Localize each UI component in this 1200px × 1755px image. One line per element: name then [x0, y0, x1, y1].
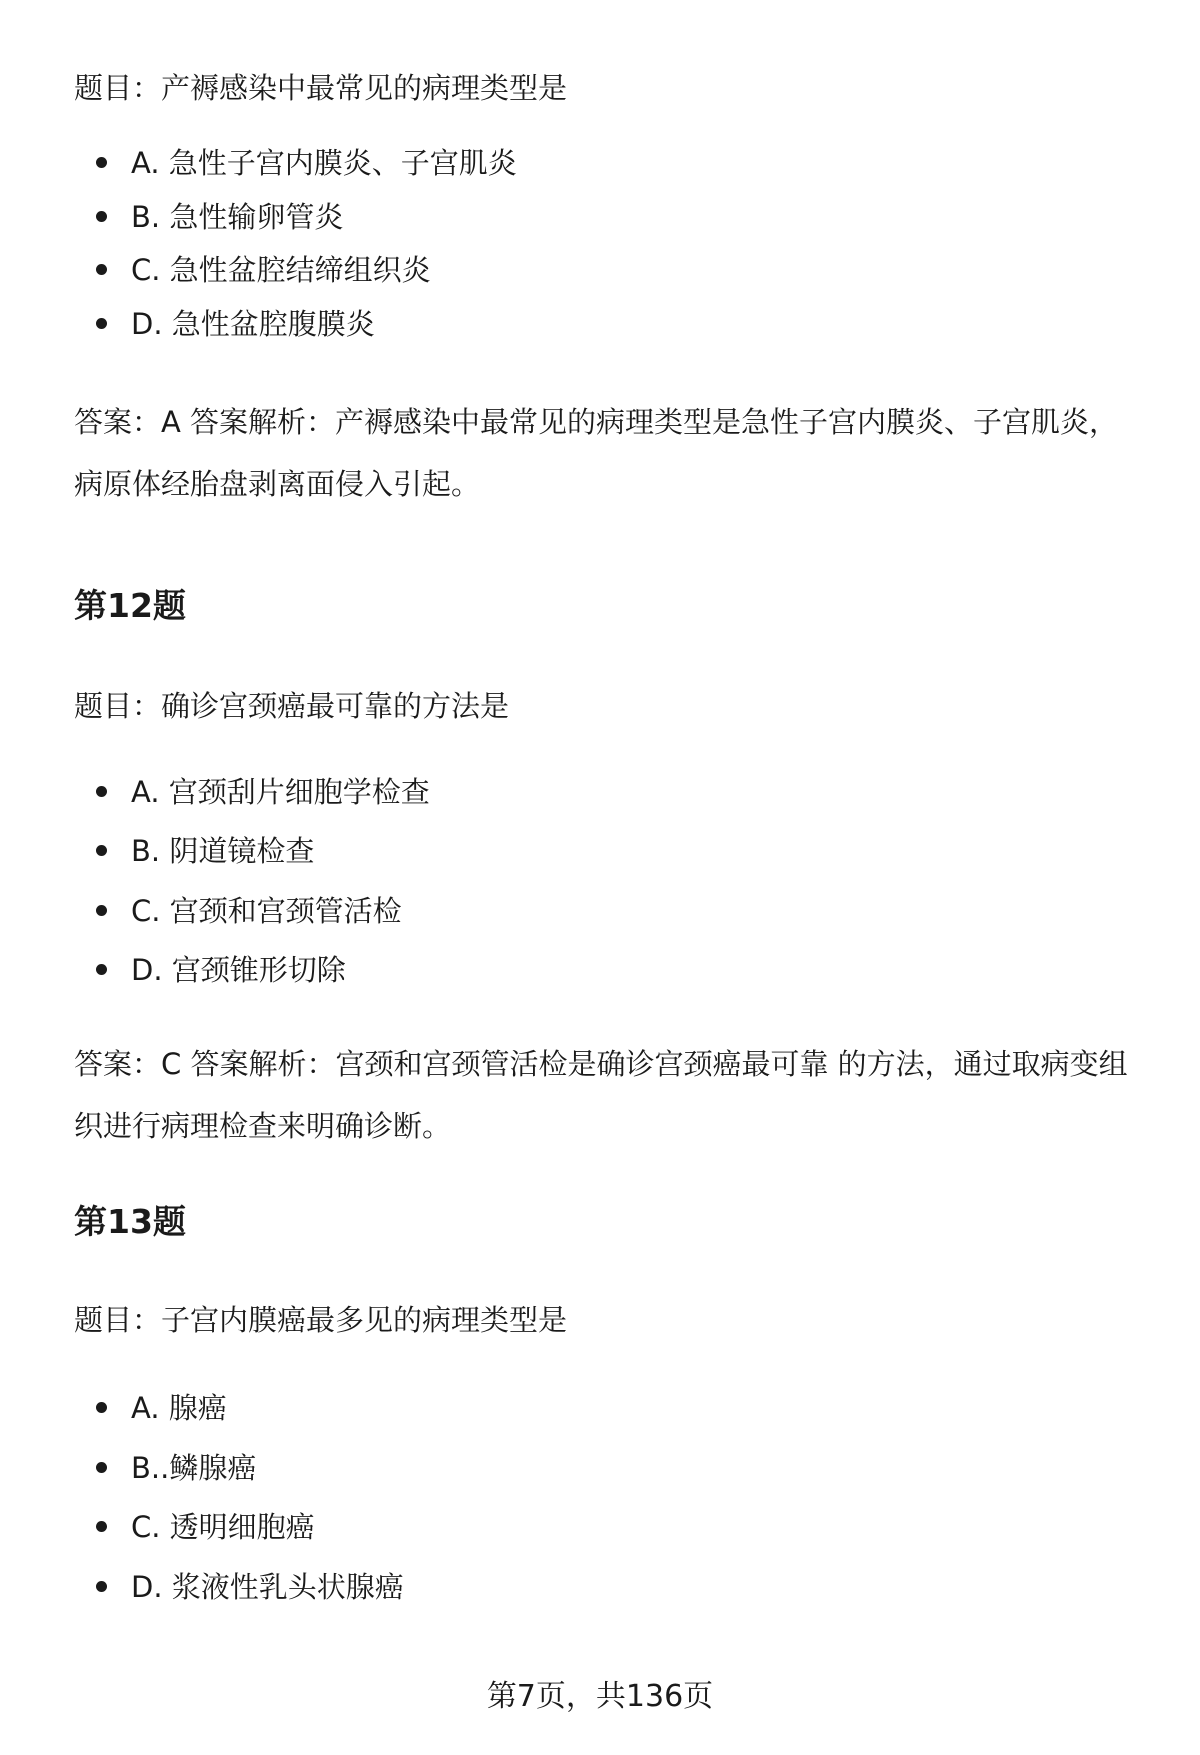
option-text: B. 阴道镜检查: [131, 834, 315, 868]
option-text: D. 急性盆腔腹膜炎: [131, 307, 375, 341]
answer-explanation: 答案：C 答案解析：宫颈和宫颈管活检是确诊宫颈癌最可靠 的方法，通过取病变组织进行病理检查来明确诊断。: [74, 1047, 1128, 1143]
option-text: B..鳞腺癌: [131, 1451, 257, 1485]
question-heading: 第13题: [74, 1202, 186, 1241]
bullet-icon: [96, 1462, 107, 1473]
option-text: C. 透明细胞癌: [131, 1510, 315, 1544]
option-item: [96, 1507, 315, 1547]
bullet-icon: [96, 211, 107, 222]
question-stem: 题目：子宫内膜癌最多见的病理类型是: [74, 1303, 568, 1337]
bullet-icon: [96, 845, 107, 856]
option-item: [96, 1448, 256, 1488]
option-text: C. 宫颈和宫颈管活检: [131, 894, 402, 928]
bullet-icon: [96, 318, 107, 329]
option-item: [96, 1388, 227, 1428]
option-item: [96, 772, 430, 812]
question-stem: 题目：产褥感染中最常见的病理类型是: [74, 71, 568, 105]
bullet-icon: [96, 1581, 107, 1592]
answer-explanation: 答案：A 答案解析：产褥感染中最常见的病理类型是急性子宫内膜炎、子宫肌炎，病原体经胎盘剥离面侵入引起。: [74, 405, 1119, 501]
option-item: [96, 197, 343, 237]
option-item: [96, 250, 431, 290]
option-text: D. 浆液性乳头状腺癌: [131, 1570, 404, 1604]
option-item: [96, 1567, 404, 1607]
option-item: [96, 831, 314, 871]
question-stem: 题目：确诊宫颈癌最可靠的方法是: [74, 689, 510, 723]
bullet-icon: [96, 786, 107, 797]
option-text: D. 宫颈锥形切除: [131, 953, 346, 987]
bullet-icon: [96, 905, 107, 916]
option-text: C. 急性盆腔结缔组织炎: [131, 253, 431, 287]
option-text: A. 腺癌: [131, 1391, 227, 1425]
bullet-icon: [96, 964, 107, 975]
option-item: [96, 950, 346, 990]
bullet-icon: [96, 157, 107, 168]
option-item: [96, 891, 402, 931]
page-number: 第7页，共136页: [486, 1679, 714, 1714]
option-text: B. 急性输卵管炎: [131, 200, 344, 234]
option-item: [96, 143, 517, 183]
bullet-icon: [96, 264, 107, 275]
option-text: A. 宫颈刮片细胞学检查: [131, 775, 430, 809]
bullet-icon: [96, 1521, 107, 1532]
bullet-icon: [96, 1402, 107, 1413]
question-heading: 第12题: [74, 586, 186, 625]
option-text: A. 急性子宫内膜炎、子宫肌炎: [131, 146, 517, 180]
option-item: [96, 304, 375, 344]
